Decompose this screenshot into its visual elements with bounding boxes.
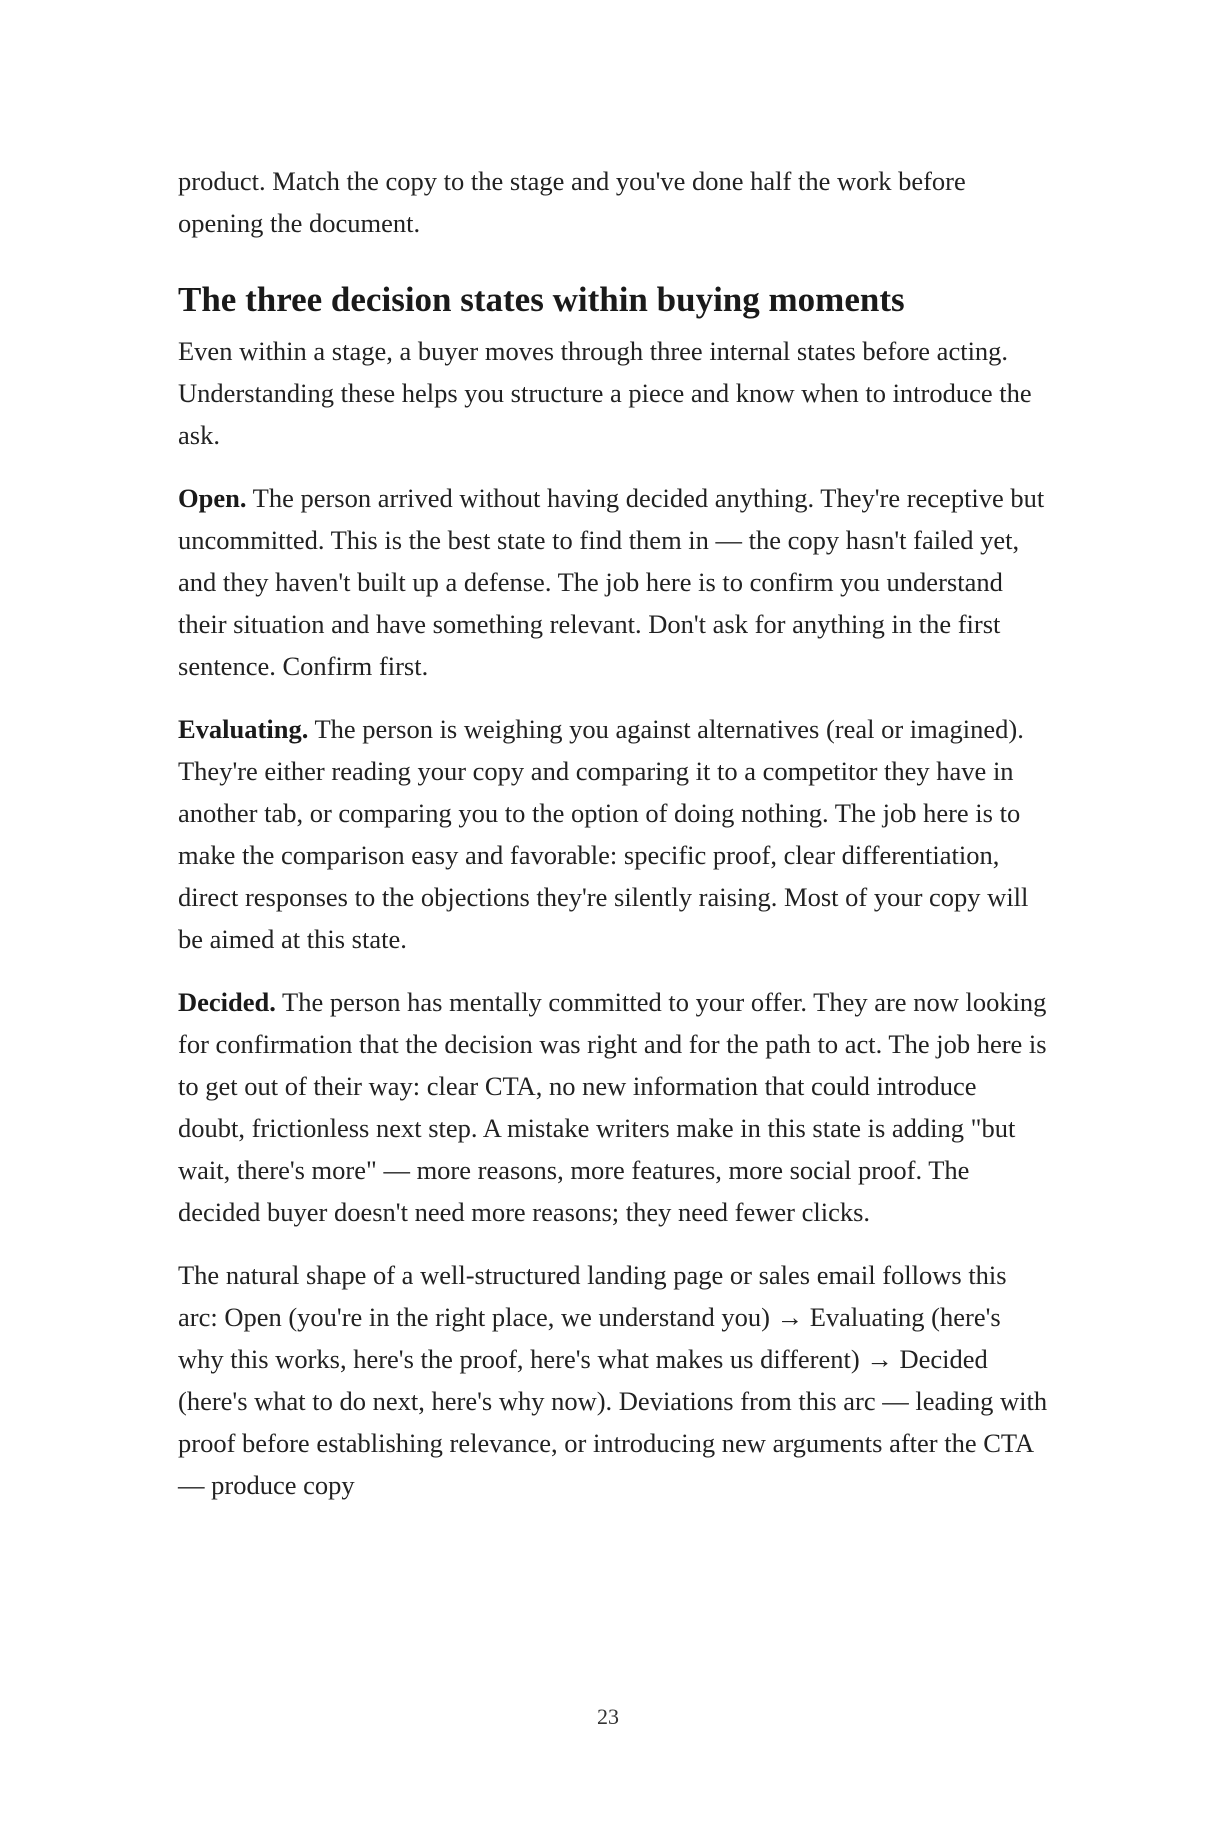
state-open-paragraph bbox=[178, 477, 1048, 687]
state-decided-text: The person has mentally committed to your offer. They are now looking for confirmation that the decision was right and for the path to act. The job here is to get out of their way: clear CTA, no new information that could introduce doubt, frictionless next step. A mistake writers make in this state is adding "but wait, there's more" — more reasons, more features, more social proof. The decided buyer doesn't need more reasons; they need fewer clicks. bbox=[178, 987, 1047, 1227]
section-heading: The three decision states within buying moments bbox=[178, 280, 905, 319]
state-decided-term: Decided. bbox=[178, 987, 276, 1017]
state-decided-paragraph bbox=[178, 981, 1048, 1233]
intro-paragraph: product. Match the copy to the stage and you've done half the work before opening the document. bbox=[178, 166, 966, 238]
state-evaluating-term: Evaluating. bbox=[178, 714, 309, 744]
state-evaluating-paragraph bbox=[178, 708, 1048, 960]
state-open-text: The person arrived without having decided anything. They're receptive but uncommitted. This is the best state to find them in — the copy hasn't failed yet, and they haven't built up a defense. The job here is to confirm you understand their situation and have something relevant. Don't ask for anything in the first sentence. Confirm first. bbox=[178, 483, 1045, 681]
lead-paragraph: Even within a stage, a buyer moves through three internal states before acting. Understanding these helps you structure a piece and know when to introduce the ask. bbox=[178, 336, 1032, 450]
page-body bbox=[178, 160, 1048, 1506]
state-open-term: Open. bbox=[178, 483, 247, 513]
state-evaluating-text: The person is weighing you against alternatives (real or imagined). They're either reading your copy and comparing it to a competitor they have in another tab, or comparing you to the option of doing nothing. The job here is to make the comparison easy and favorable: specific proof, clear differentiation, direct responses to the objections they're silently raising. Most of your copy will be aimed at this state. bbox=[178, 714, 1029, 954]
page-number: 23 bbox=[597, 1704, 619, 1729]
closing-paragraph: The natural shape of a well-structured landing page or sales email follows this arc: Open (you're in the right place, we understand you) → Evaluating (here's why this works, here's the proof, here's what makes us different) → Decided (here's what to do next, here's why now). Deviations from this arc — leading with proof before establishing relevance, or introducing new arguments after the CTA — produce copy bbox=[178, 1260, 1048, 1500]
